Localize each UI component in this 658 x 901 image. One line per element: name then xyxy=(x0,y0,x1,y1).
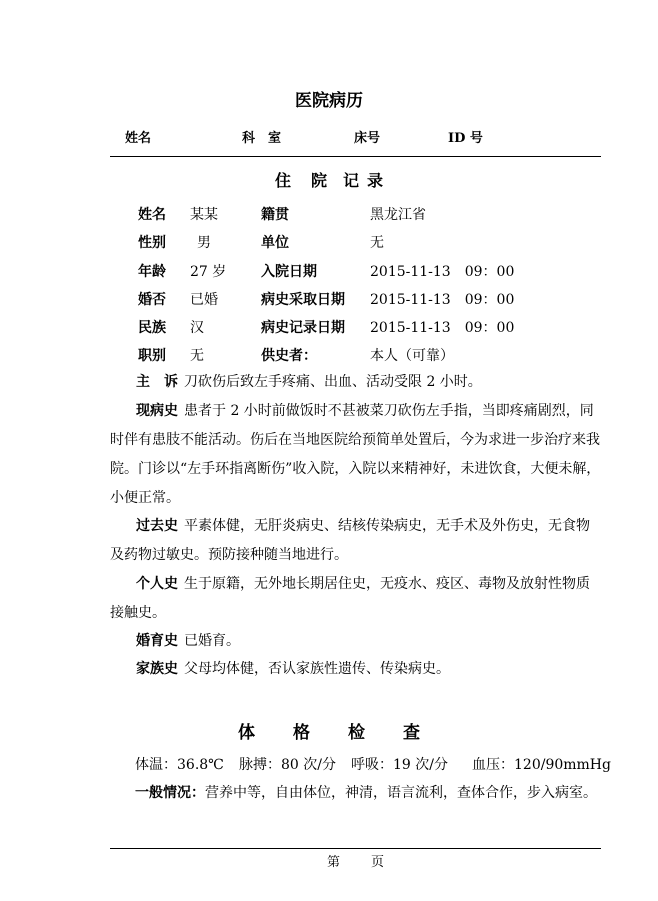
informant-value: 本人（可靠） xyxy=(370,348,454,364)
gender-value: 男 xyxy=(197,235,211,251)
footer-page-prefix: 第 xyxy=(327,855,341,870)
personal-history-label: 个人史 xyxy=(136,576,178,592)
occupation-value: 无 xyxy=(190,348,204,364)
header-name-label: 姓名 xyxy=(125,131,152,146)
footer-divider xyxy=(110,848,601,849)
admit-date-value: 2015-11-13 09：00 xyxy=(370,264,515,280)
footer-page-suffix: 页 xyxy=(371,855,385,870)
exam-title-char: 检 xyxy=(348,723,365,743)
name-value: 某某 xyxy=(190,207,218,223)
age-value: 27 岁 xyxy=(190,264,227,280)
vital-blood-pressure: 血压：120/90mmHg xyxy=(472,757,611,773)
chief-complaint-label: 主 诉 xyxy=(136,374,178,390)
marital-label: 婚否 xyxy=(138,292,166,308)
native-value: 黑龙江省 xyxy=(370,207,426,223)
vital-pulse: 脉搏：80 次/分 xyxy=(239,757,336,773)
ethnicity-value: 汉 xyxy=(190,320,204,336)
ethnicity-label: 民族 xyxy=(138,320,166,336)
general-condition xyxy=(135,782,597,802)
history-recorded-label: 病史记录日期 xyxy=(261,320,345,336)
general-condition-text: 营养中等，自由体位，神清，语言流利，查体合作，步入病室。 xyxy=(205,785,597,801)
family-history-text: 父母均体健，否认家族性遗传、传染病史。 xyxy=(184,661,450,677)
header-bed-label: 床号 xyxy=(354,131,381,146)
chief-complaint xyxy=(110,368,602,397)
family-history-label: 家族史 xyxy=(136,661,178,677)
present-illness-label: 现病史 xyxy=(136,403,178,419)
exam-title-char: 体 xyxy=(238,723,255,743)
admission-title-char: 院 xyxy=(310,171,327,190)
physical-exam-title xyxy=(0,718,658,743)
personal-history xyxy=(110,570,602,628)
marriage-history-label: 婚育史 xyxy=(136,633,178,649)
admission-title-char: 记 xyxy=(343,171,360,190)
present-illness-text: 患者于 2 小时前做饭时不甚被菜刀砍伤左手指，当即疼痛剧烈，同时伴有患肢不能活动。伤后在当地医院给预简单处置后，今为求进一步治疗来我院。门诊以“左手环指离断伤”收入院，入院以来精神好，未进饮食，大便未解，小便正常。 xyxy=(110,403,601,506)
history-recorded-value: 2015-11-13 09：00 xyxy=(370,320,515,336)
document-title: 医院病历 xyxy=(295,91,363,111)
history-taken-label: 病史采取日期 xyxy=(261,292,345,308)
past-history-text: 平素体健，无肝炎病史、结核传染病史，无手术及外伤史，无食物及药物过敏史。预防接种随当地进行。 xyxy=(110,518,590,563)
marital-value: 已婚 xyxy=(190,292,218,308)
unit-label: 单位 xyxy=(261,235,289,251)
name-label: 姓名 xyxy=(138,207,166,223)
gender-label: 性别 xyxy=(138,235,166,251)
header-id-label: ID 号 xyxy=(448,131,483,146)
admit-date-label: 入院日期 xyxy=(261,264,317,280)
exam-title-char: 查 xyxy=(403,723,420,743)
age-label: 年龄 xyxy=(138,264,166,280)
marriage-history xyxy=(110,627,602,656)
native-label: 籍贯 xyxy=(261,207,289,223)
header-divider xyxy=(110,156,601,157)
header-department-label: 科 室 xyxy=(242,131,282,146)
personal-history-text: 生于原籍，无外地长期居住史，无疫水、疫区、毒物及放射性物质接触史。 xyxy=(110,576,590,621)
past-history xyxy=(110,512,602,570)
past-history-label: 过去史 xyxy=(136,518,178,534)
chief-complaint-text: 刀砍伤后致左手疼痛、出血、活动受限 2 小时。 xyxy=(184,374,482,390)
admission-title-char: 录 xyxy=(367,171,384,190)
general-condition-label: 一般情况： xyxy=(135,785,205,801)
vital-temperature: 体温：36.8℃ xyxy=(135,757,224,773)
marriage-history-text: 已婚育。 xyxy=(184,633,240,649)
unit-value: 无 xyxy=(370,235,384,251)
history-taken-value: 2015-11-13 09：00 xyxy=(370,292,515,308)
admission-record-title xyxy=(0,168,658,191)
present-illness xyxy=(110,397,602,513)
informant-label: 供史者： xyxy=(261,348,317,364)
vital-respiration: 呼吸：19 次/分 xyxy=(351,757,448,773)
family-history xyxy=(110,655,602,684)
admission-title-char: 住 xyxy=(274,171,291,190)
exam-title-char: 格 xyxy=(293,723,310,743)
occupation-label: 职别 xyxy=(138,348,166,364)
